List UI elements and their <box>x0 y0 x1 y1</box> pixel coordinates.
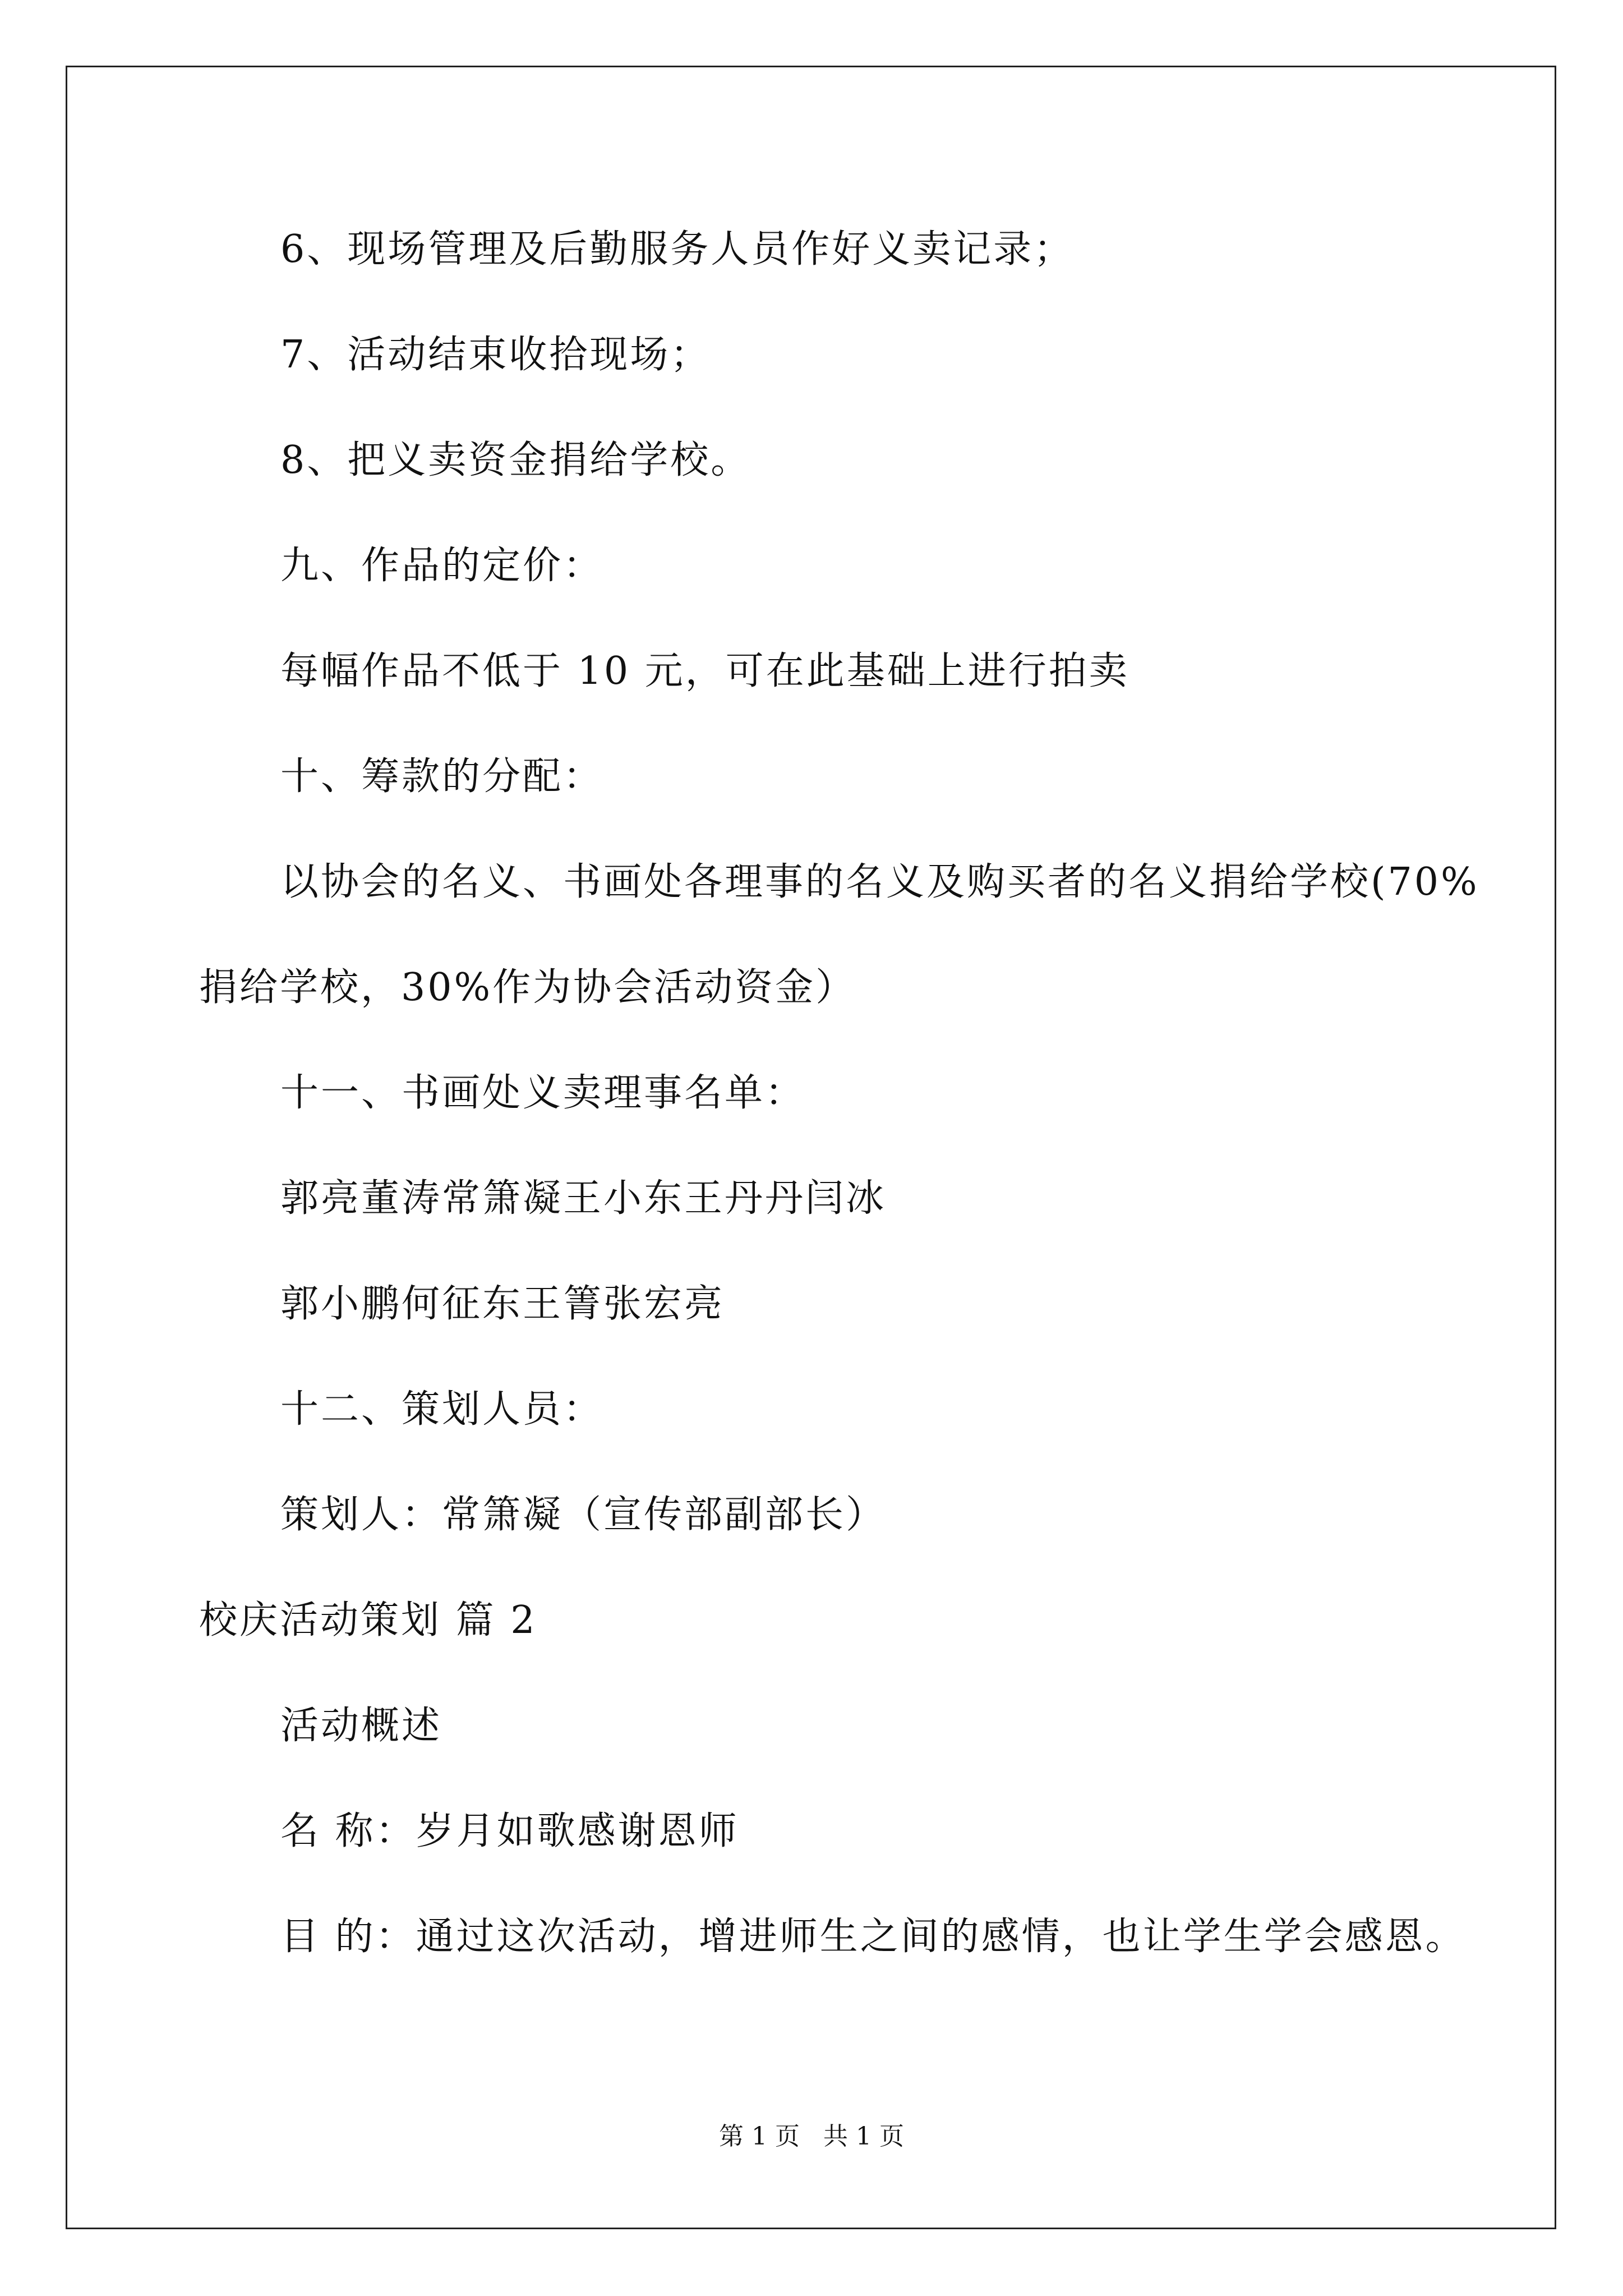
text-line-item-7: 7、活动结束收拾现场； <box>280 333 711 377</box>
text-line-names-1: 郭亮董涛常箫凝王小东王丹丹闫冰 <box>280 1176 887 1221</box>
section-heading-pricing: 九、作品的定价： <box>280 544 604 588</box>
text-line-planner: 策划人：常箫凝（宣传部副部长） <box>280 1493 887 1537</box>
section-heading-overview: 活动概述 <box>280 1704 442 1748</box>
text-line-activity-purpose: 目 的：通过这次活动，增进师生之间的感情，也让学生学会感恩。 <box>280 1915 1466 1959</box>
text-line-item-8: 8、把义卖资金捐给学校。 <box>280 438 751 482</box>
article-title-part-2: 校庆活动策划 篇 2 <box>199 1598 537 1642</box>
text-line-activity-name: 名 称：岁月如歌感谢恩师 <box>280 1809 739 1853</box>
section-heading-directors-list: 十一、书画处义卖理事名单： <box>280 1071 806 1115</box>
text-line-item-6: 6、现场管理及后勤服务人员作好义卖记录； <box>280 227 1075 272</box>
section-heading-planners: 十二、策划人员： <box>280 1387 604 1432</box>
page-footer: 第 1 页 共 1 页 <box>719 2122 904 2151</box>
text-line-allocation-1: 以协会的名义、书画处各理事的名义及购买者的名义捐给学校(70% <box>280 860 1479 904</box>
text-line-pricing: 每幅作品不低于 10 元，可在此基础上进行拍卖 <box>280 649 1129 693</box>
page-border <box>66 66 1556 2229</box>
text-line-allocation-2: 捐给学校，30%作为协会活动资金） <box>199 965 856 1010</box>
section-heading-fund-allocation: 十、筹款的分配： <box>280 754 604 799</box>
text-line-names-2: 郭小鹏何征东王箐张宏亮 <box>280 1282 725 1326</box>
